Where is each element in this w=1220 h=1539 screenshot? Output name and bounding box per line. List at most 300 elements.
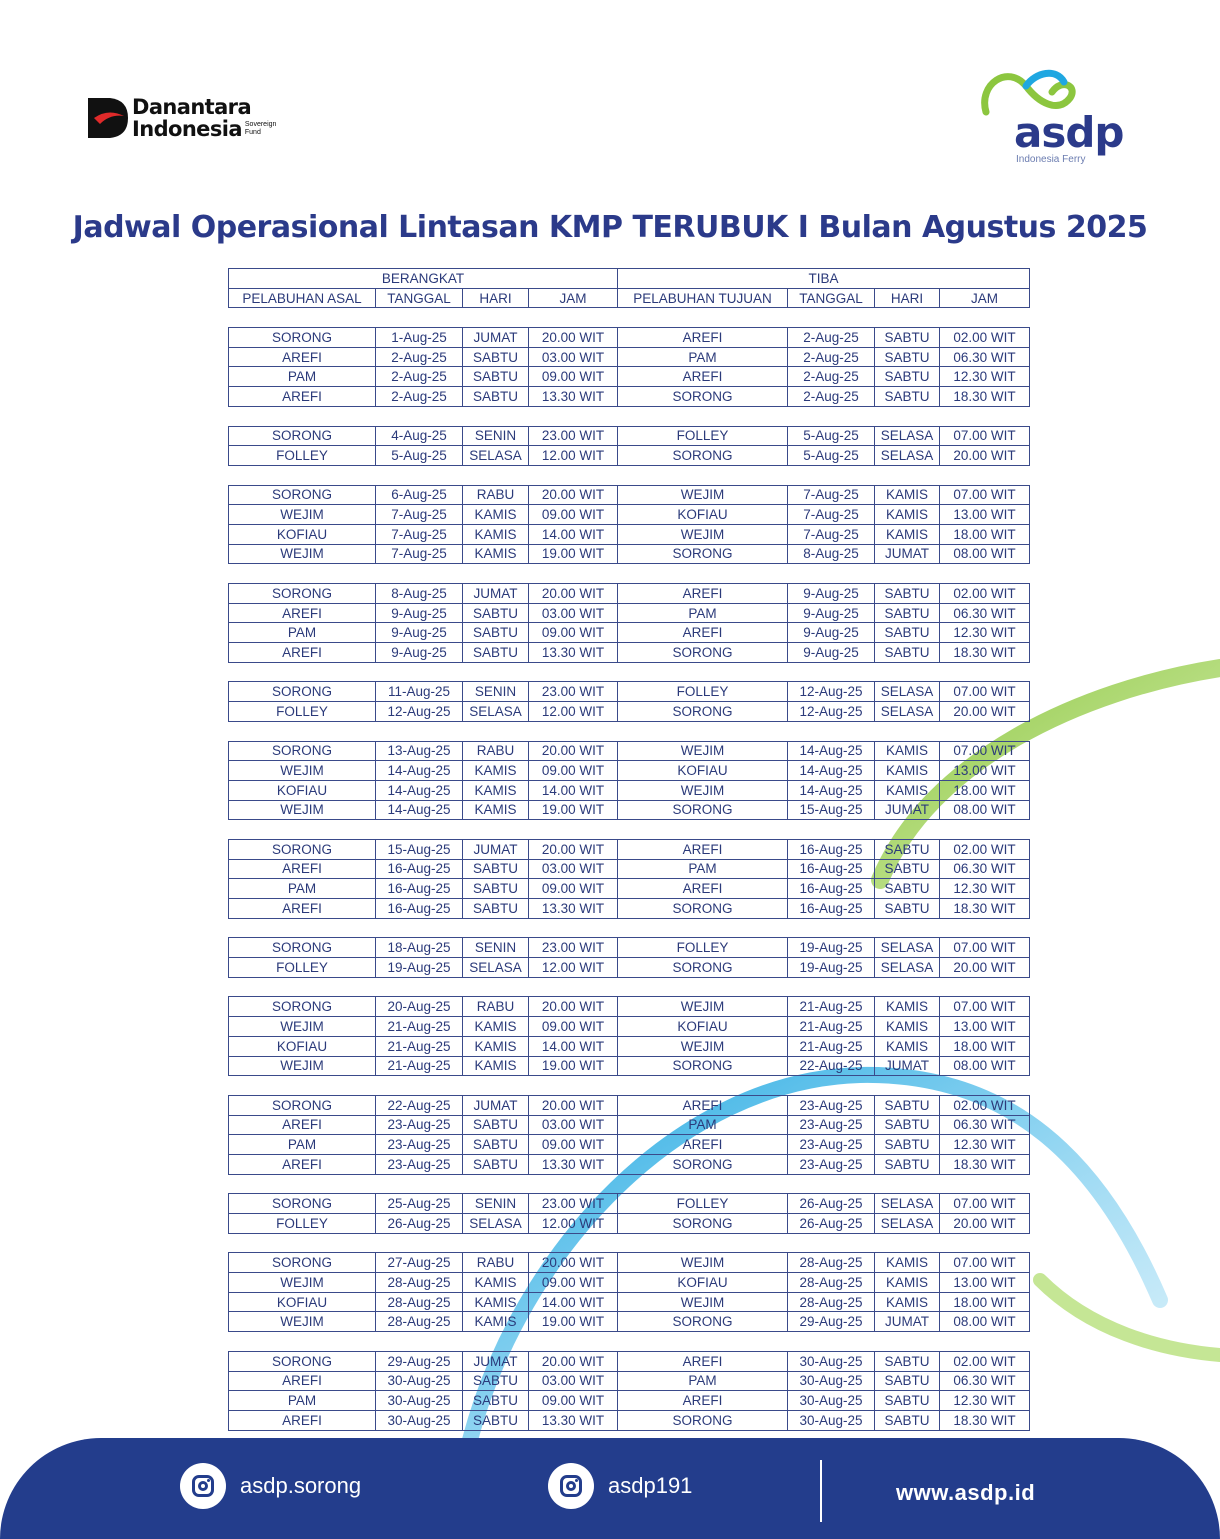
cell-tanggal-berangkat: 20-Aug-25: [376, 997, 463, 1017]
cell-hari-berangkat: KAMIS: [463, 1292, 529, 1312]
cell-jam-tiba: 07.00 WIT: [940, 682, 1030, 702]
cell-asal: SORONG: [229, 1095, 376, 1115]
cell-tanggal-tiba: 7-Aug-25: [788, 524, 875, 544]
table-row: [229, 899, 1030, 919]
cell-jam-berangkat: 12.00 WIT: [529, 702, 618, 722]
cell-hari-berangkat: RABU: [463, 997, 529, 1017]
cell-tanggal-tiba: 14-Aug-25: [788, 741, 875, 761]
cell-jam-tiba: 07.00 WIT: [940, 1253, 1030, 1273]
cell-tujuan: KOFIAU: [618, 505, 788, 525]
cell-asal: SORONG: [229, 1351, 376, 1371]
table-row: [229, 367, 1030, 387]
cell-jam-tiba: 12.30 WIT: [940, 367, 1030, 387]
cell-jam-tiba: 06.30 WIT: [940, 859, 1030, 879]
group-spacer: [229, 721, 1030, 741]
cell-hari-tiba: SABTU: [875, 584, 940, 604]
group-spacer-cell: [229, 721, 1030, 741]
cell-tanggal-berangkat: 4-Aug-25: [376, 426, 463, 446]
cell-tanggal-tiba: 26-Aug-25: [788, 1214, 875, 1234]
cell-tanggal-berangkat: 23-Aug-25: [376, 1115, 463, 1135]
cell-asal: SORONG: [229, 328, 376, 348]
cell-hari-tiba: SABTU: [875, 1135, 940, 1155]
cell-tanggal-tiba: 14-Aug-25: [788, 761, 875, 781]
col-header: PELABUHAN TUJUAN: [618, 288, 788, 308]
cell-tanggal-tiba: 21-Aug-25: [788, 1017, 875, 1037]
cell-tujuan: AREFI: [618, 1095, 788, 1115]
cell-jam-tiba: 06.30 WIT: [940, 603, 1030, 623]
cell-tanggal-tiba: 12-Aug-25: [788, 682, 875, 702]
cell-tujuan: WEJIM: [618, 485, 788, 505]
cell-tanggal-berangkat: 13-Aug-25: [376, 741, 463, 761]
cell-tanggal-tiba: 29-Aug-25: [788, 1312, 875, 1332]
cell-hari-berangkat: SABTU: [463, 603, 529, 623]
cell-jam-berangkat: 14.00 WIT: [529, 1292, 618, 1312]
cell-tujuan: SORONG: [618, 899, 788, 919]
cell-tanggal-tiba: 23-Aug-25: [788, 1135, 875, 1155]
cell-jam-tiba: 13.00 WIT: [940, 505, 1030, 525]
cell-tujuan: AREFI: [618, 879, 788, 899]
cell-jam-berangkat: 12.00 WIT: [529, 1214, 618, 1234]
cell-jam-tiba: 12.30 WIT: [940, 1391, 1030, 1411]
table-row: [229, 1253, 1030, 1273]
table-row: [229, 623, 1030, 643]
danantara-line2: Indonesia: [132, 117, 242, 141]
cell-jam-berangkat: 13.30 WIT: [529, 387, 618, 407]
instagram-link-sorong[interactable]: [180, 1463, 361, 1509]
cell-jam-berangkat: 09.00 WIT: [529, 367, 618, 387]
cell-tanggal-tiba: 16-Aug-25: [788, 859, 875, 879]
instagram-link-asdp191[interactable]: [548, 1463, 692, 1509]
cell-jam-tiba: 08.00 WIT: [940, 800, 1030, 820]
cell-asal: AREFI: [229, 603, 376, 623]
cell-hari-tiba: SELASA: [875, 958, 940, 978]
cell-tanggal-berangkat: 18-Aug-25: [376, 938, 463, 958]
cell-tanggal-tiba: 2-Aug-25: [788, 367, 875, 387]
table-row: [229, 603, 1030, 623]
table-row: [229, 938, 1030, 958]
cell-asal: WEJIM: [229, 1273, 376, 1293]
cell-tanggal-berangkat: 6-Aug-25: [376, 485, 463, 505]
cell-tanggal-tiba: 30-Aug-25: [788, 1371, 875, 1391]
cell-jam-tiba: 06.30 WIT: [940, 347, 1030, 367]
instagram-icon: [180, 1463, 226, 1509]
table-row: [229, 1095, 1030, 1115]
cell-asal: PAM: [229, 367, 376, 387]
cell-hari-tiba: SABTU: [875, 603, 940, 623]
table-row: [229, 1017, 1030, 1037]
cell-hari-tiba: KAMIS: [875, 1292, 940, 1312]
cell-tujuan: SORONG: [618, 387, 788, 407]
cell-hari-tiba: SABTU: [875, 899, 940, 919]
cell-asal: SORONG: [229, 485, 376, 505]
cell-hari-berangkat: JUMAT: [463, 1351, 529, 1371]
cell-tanggal-berangkat: 28-Aug-25: [376, 1273, 463, 1293]
group-spacer: [229, 820, 1030, 840]
cell-asal: WEJIM: [229, 505, 376, 525]
cell-jam-berangkat: 09.00 WIT: [529, 1135, 618, 1155]
cell-jam-tiba: 07.00 WIT: [940, 741, 1030, 761]
cell-tanggal-tiba: 23-Aug-25: [788, 1115, 875, 1135]
cell-tanggal-tiba: 7-Aug-25: [788, 485, 875, 505]
cell-hari-berangkat: SABTU: [463, 1135, 529, 1155]
cell-jam-tiba: 07.00 WIT: [940, 1194, 1030, 1214]
cell-jam-berangkat: 19.00 WIT: [529, 1056, 618, 1076]
table-row: [229, 1056, 1030, 1076]
cell-hari-berangkat: SENIN: [463, 682, 529, 702]
cell-tujuan: WEJIM: [618, 741, 788, 761]
cell-asal: PAM: [229, 623, 376, 643]
table-row: [229, 505, 1030, 525]
cell-jam-berangkat: 09.00 WIT: [529, 1017, 618, 1037]
cell-jam-tiba: 02.00 WIT: [940, 1351, 1030, 1371]
group-spacer: [229, 1076, 1030, 1096]
cell-tanggal-berangkat: 21-Aug-25: [376, 1036, 463, 1056]
cell-hari-tiba: SELASA: [875, 446, 940, 466]
cell-hari-tiba: KAMIS: [875, 524, 940, 544]
table-row: [229, 879, 1030, 899]
cell-jam-tiba: 13.00 WIT: [940, 1017, 1030, 1037]
asdp-brand: asdp: [1014, 108, 1124, 157]
website-link[interactable]: www.asdp.id: [896, 1480, 1036, 1505]
cell-asal: AREFI: [229, 859, 376, 879]
cell-tujuan: SORONG: [618, 1056, 788, 1076]
cell-tanggal-berangkat: 23-Aug-25: [376, 1135, 463, 1155]
table-row: [229, 347, 1030, 367]
cell-tujuan: AREFI: [618, 623, 788, 643]
cell-hari-tiba: SABTU: [875, 879, 940, 899]
cell-tujuan: WEJIM: [618, 780, 788, 800]
table-row: [229, 1154, 1030, 1174]
table-row: [229, 859, 1030, 879]
cell-tanggal-berangkat: 25-Aug-25: [376, 1194, 463, 1214]
group-spacer-cell: [229, 918, 1030, 938]
cell-jam-berangkat: 19.00 WIT: [529, 800, 618, 820]
cell-tujuan: WEJIM: [618, 1292, 788, 1312]
cell-asal: WEJIM: [229, 1056, 376, 1076]
cell-tanggal-tiba: 30-Aug-25: [788, 1351, 875, 1371]
cell-tanggal-berangkat: 9-Aug-25: [376, 643, 463, 663]
cell-tujuan: WEJIM: [618, 1036, 788, 1056]
footer-bar: [0, 1438, 1220, 1539]
cell-hari-tiba: SABTU: [875, 859, 940, 879]
cell-jam-tiba: 18.30 WIT: [940, 1410, 1030, 1430]
cell-jam-berangkat: 23.00 WIT: [529, 938, 618, 958]
cell-jam-tiba: 07.00 WIT: [940, 485, 1030, 505]
cell-tanggal-berangkat: 14-Aug-25: [376, 761, 463, 781]
table-row: [229, 426, 1030, 446]
cell-jam-tiba: 20.00 WIT: [940, 1214, 1030, 1234]
cell-tujuan: FOLLEY: [618, 1194, 788, 1214]
group-spacer-cell: [229, 662, 1030, 682]
cell-jam-tiba: 18.00 WIT: [940, 1036, 1030, 1056]
cell-asal: SORONG: [229, 997, 376, 1017]
cell-asal: AREFI: [229, 643, 376, 663]
cell-asal: AREFI: [229, 347, 376, 367]
cell-tujuan: PAM: [618, 859, 788, 879]
cell-hari-berangkat: KAMIS: [463, 1036, 529, 1056]
cell-hari-berangkat: SABTU: [463, 1410, 529, 1430]
cell-asal: FOLLEY: [229, 446, 376, 466]
cell-hari-berangkat: JUMAT: [463, 584, 529, 604]
cell-tanggal-tiba: 30-Aug-25: [788, 1391, 875, 1411]
cell-tanggal-tiba: 16-Aug-25: [788, 839, 875, 859]
cell-tujuan: SORONG: [618, 544, 788, 564]
cell-tujuan: SORONG: [618, 1312, 788, 1332]
cell-asal: AREFI: [229, 1410, 376, 1430]
header-tiba: TIBA: [618, 269, 1030, 289]
cell-hari-tiba: SELASA: [875, 702, 940, 722]
cell-hari-berangkat: SENIN: [463, 426, 529, 446]
cell-tanggal-tiba: 19-Aug-25: [788, 938, 875, 958]
cell-hari-berangkat: RABU: [463, 485, 529, 505]
cell-tanggal-berangkat: 12-Aug-25: [376, 702, 463, 722]
cell-tanggal-berangkat: 30-Aug-25: [376, 1391, 463, 1411]
cell-asal: WEJIM: [229, 1312, 376, 1332]
cell-jam-tiba: 02.00 WIT: [940, 328, 1030, 348]
cell-tanggal-tiba: 23-Aug-25: [788, 1154, 875, 1174]
cell-hari-tiba: SABTU: [875, 1115, 940, 1135]
cell-asal: PAM: [229, 1391, 376, 1411]
cell-jam-berangkat: 03.00 WIT: [529, 1371, 618, 1391]
group-spacer: [229, 918, 1030, 938]
cell-tujuan: SORONG: [618, 446, 788, 466]
cell-tanggal-tiba: 19-Aug-25: [788, 958, 875, 978]
cell-hari-tiba: SABTU: [875, 387, 940, 407]
cell-asal: AREFI: [229, 899, 376, 919]
cell-jam-tiba: 18.30 WIT: [940, 643, 1030, 663]
cell-tujuan: PAM: [618, 1115, 788, 1135]
cell-tujuan: AREFI: [618, 367, 788, 387]
cell-jam-berangkat: 03.00 WIT: [529, 1115, 618, 1135]
cell-tanggal-berangkat: 14-Aug-25: [376, 800, 463, 820]
table-row: [229, 702, 1030, 722]
table-row: [229, 584, 1030, 604]
col-header: TANGGAL: [788, 288, 875, 308]
cell-tujuan: PAM: [618, 347, 788, 367]
cell-asal: WEJIM: [229, 800, 376, 820]
cell-tanggal-berangkat: 5-Aug-25: [376, 446, 463, 466]
cell-hari-tiba: SABTU: [875, 1154, 940, 1174]
cell-tujuan: PAM: [618, 603, 788, 623]
cell-jam-berangkat: 14.00 WIT: [529, 780, 618, 800]
cell-hari-berangkat: KAMIS: [463, 505, 529, 525]
page-title: Jadwal Operasional Lintasan KMP TERUBUK I Bulan Agustus 2025: [72, 210, 1148, 245]
cell-hari-tiba: SABTU: [875, 1351, 940, 1371]
cell-asal: WEJIM: [229, 544, 376, 564]
cell-jam-tiba: 20.00 WIT: [940, 702, 1030, 722]
table-row: [229, 1312, 1030, 1332]
group-spacer: [229, 465, 1030, 485]
cell-tanggal-tiba: 2-Aug-25: [788, 387, 875, 407]
cell-tanggal-berangkat: 7-Aug-25: [376, 544, 463, 564]
cell-hari-tiba: KAMIS: [875, 997, 940, 1017]
cell-hari-berangkat: SABTU: [463, 367, 529, 387]
cell-hari-tiba: KAMIS: [875, 780, 940, 800]
cell-hari-tiba: KAMIS: [875, 1036, 940, 1056]
group-spacer-cell: [229, 820, 1030, 840]
cell-hari-berangkat: KAMIS: [463, 544, 529, 564]
cell-tanggal-tiba: 12-Aug-25: [788, 702, 875, 722]
cell-hari-berangkat: SABTU: [463, 899, 529, 919]
cell-hari-berangkat: KAMIS: [463, 1312, 529, 1332]
cell-asal: FOLLEY: [229, 1214, 376, 1234]
col-header: JAM: [940, 288, 1030, 308]
cell-jam-tiba: 12.30 WIT: [940, 879, 1030, 899]
cell-hari-berangkat: KAMIS: [463, 524, 529, 544]
group-spacer: [229, 308, 1030, 328]
cell-hari-tiba: SABTU: [875, 1410, 940, 1430]
table-row: [229, 997, 1030, 1017]
col-header: PELABUHAN ASAL: [229, 288, 376, 308]
table-row: [229, 1391, 1030, 1411]
cell-hari-berangkat: SABTU: [463, 643, 529, 663]
cell-jam-berangkat: 20.00 WIT: [529, 485, 618, 505]
cell-asal: SORONG: [229, 584, 376, 604]
cell-hari-tiba: SABTU: [875, 839, 940, 859]
cell-hari-berangkat: SABTU: [463, 347, 529, 367]
cell-tanggal-berangkat: 7-Aug-25: [376, 505, 463, 525]
cell-jam-tiba: 20.00 WIT: [940, 958, 1030, 978]
cell-hari-tiba: SELASA: [875, 1214, 940, 1234]
group-spacer-cell: [229, 308, 1030, 328]
table-row: [229, 1036, 1030, 1056]
cell-asal: WEJIM: [229, 1017, 376, 1037]
cell-hari-tiba: SABTU: [875, 328, 940, 348]
cell-hari-tiba: SABTU: [875, 367, 940, 387]
cell-jam-berangkat: 09.00 WIT: [529, 1391, 618, 1411]
table-row: [229, 1410, 1030, 1430]
cell-tujuan: FOLLEY: [618, 682, 788, 702]
cell-jam-tiba: 08.00 WIT: [940, 544, 1030, 564]
table-row: [229, 544, 1030, 564]
cell-tanggal-berangkat: 8-Aug-25: [376, 584, 463, 604]
cell-tanggal-tiba: 9-Aug-25: [788, 584, 875, 604]
cell-jam-tiba: 06.30 WIT: [940, 1371, 1030, 1391]
cell-tanggal-berangkat: 16-Aug-25: [376, 879, 463, 899]
cell-jam-berangkat: 03.00 WIT: [529, 859, 618, 879]
cell-tujuan: AREFI: [618, 1135, 788, 1155]
col-header: JAM: [529, 288, 618, 308]
group-spacer: [229, 406, 1030, 426]
cell-jam-tiba: 08.00 WIT: [940, 1312, 1030, 1332]
cell-jam-tiba: 13.00 WIT: [940, 1273, 1030, 1293]
cell-jam-berangkat: 13.30 WIT: [529, 899, 618, 919]
cell-jam-tiba: 13.00 WIT: [940, 761, 1030, 781]
cell-jam-tiba: 07.00 WIT: [940, 426, 1030, 446]
cell-hari-berangkat: SABTU: [463, 623, 529, 643]
cell-hari-tiba: SELASA: [875, 426, 940, 446]
cell-asal: SORONG: [229, 426, 376, 446]
cell-hari-berangkat: SABTU: [463, 1115, 529, 1135]
group-spacer-cell: [229, 465, 1030, 485]
cell-jam-tiba: 18.30 WIT: [940, 387, 1030, 407]
cell-hari-tiba: KAMIS: [875, 1017, 940, 1037]
cell-tujuan: WEJIM: [618, 997, 788, 1017]
cell-tanggal-berangkat: 28-Aug-25: [376, 1292, 463, 1312]
cell-tanggal-berangkat: 21-Aug-25: [376, 1056, 463, 1076]
cell-hari-berangkat: SABTU: [463, 1154, 529, 1174]
group-spacer: [229, 662, 1030, 682]
cell-hari-berangkat: RABU: [463, 741, 529, 761]
cell-hari-tiba: KAMIS: [875, 741, 940, 761]
schedule-table: [228, 268, 1030, 1431]
table-row: [229, 524, 1030, 544]
cell-jam-berangkat: 14.00 WIT: [529, 524, 618, 544]
cell-hari-tiba: SABTU: [875, 1371, 940, 1391]
cell-jam-tiba: 08.00 WIT: [940, 1056, 1030, 1076]
cell-hari-berangkat: SABTU: [463, 859, 529, 879]
cell-jam-berangkat: 13.30 WIT: [529, 643, 618, 663]
cell-asal: KOFIAU: [229, 524, 376, 544]
col-header: HARI: [875, 288, 940, 308]
cell-jam-tiba: 02.00 WIT: [940, 839, 1030, 859]
cell-hari-tiba: JUMAT: [875, 800, 940, 820]
cell-tujuan: KOFIAU: [618, 1273, 788, 1293]
table-row: [229, 741, 1030, 761]
cell-jam-tiba: 20.00 WIT: [940, 446, 1030, 466]
cell-hari-tiba: SELASA: [875, 1194, 940, 1214]
cell-hari-tiba: KAMIS: [875, 1273, 940, 1293]
cell-tanggal-tiba: 16-Aug-25: [788, 879, 875, 899]
cell-jam-berangkat: 13.30 WIT: [529, 1410, 618, 1430]
cell-hari-tiba: SABTU: [875, 1391, 940, 1411]
cell-jam-berangkat: 20.00 WIT: [529, 584, 618, 604]
cell-tanggal-tiba: 21-Aug-25: [788, 1036, 875, 1056]
cell-tanggal-berangkat: 2-Aug-25: [376, 367, 463, 387]
cell-tujuan: KOFIAU: [618, 1017, 788, 1037]
table-row: [229, 1371, 1030, 1391]
group-spacer-cell: [229, 406, 1030, 426]
group-spacer-cell: [229, 1233, 1030, 1253]
cell-tanggal-tiba: 21-Aug-25: [788, 997, 875, 1017]
table-row: [229, 958, 1030, 978]
table-row: [229, 1214, 1030, 1234]
cell-asal: AREFI: [229, 1371, 376, 1391]
cell-tanggal-berangkat: 9-Aug-25: [376, 623, 463, 643]
cell-tanggal-berangkat: 16-Aug-25: [376, 859, 463, 879]
cell-tujuan: FOLLEY: [618, 426, 788, 446]
cell-hari-berangkat: KAMIS: [463, 780, 529, 800]
cell-jam-berangkat: 20.00 WIT: [529, 328, 618, 348]
table-row: [229, 328, 1030, 348]
col-header: HARI: [463, 288, 529, 308]
cell-asal: KOFIAU: [229, 1292, 376, 1312]
cell-tanggal-berangkat: 2-Aug-25: [376, 387, 463, 407]
cell-hari-berangkat: SENIN: [463, 938, 529, 958]
cell-hari-tiba: KAMIS: [875, 505, 940, 525]
cell-jam-tiba: 18.30 WIT: [940, 1154, 1030, 1174]
cell-hari-berangkat: SENIN: [463, 1194, 529, 1214]
cell-hari-tiba: SABTU: [875, 1095, 940, 1115]
cell-tanggal-berangkat: 29-Aug-25: [376, 1351, 463, 1371]
cell-asal: SORONG: [229, 839, 376, 859]
cell-tanggal-berangkat: 23-Aug-25: [376, 1154, 463, 1174]
cell-tanggal-berangkat: 2-Aug-25: [376, 347, 463, 367]
cell-hari-berangkat: JUMAT: [463, 328, 529, 348]
cell-asal: FOLLEY: [229, 958, 376, 978]
green-swoosh-lower: [1040, 1280, 1220, 1355]
cell-jam-berangkat: 23.00 WIT: [529, 682, 618, 702]
cell-tanggal-tiba: 28-Aug-25: [788, 1253, 875, 1273]
cell-hari-berangkat: SABTU: [463, 1371, 529, 1391]
cell-asal: SORONG: [229, 682, 376, 702]
cell-asal: AREFI: [229, 1115, 376, 1135]
cell-tujuan: AREFI: [618, 1351, 788, 1371]
group-spacer: [229, 1233, 1030, 1253]
cell-asal: WEJIM: [229, 761, 376, 781]
cell-jam-berangkat: 23.00 WIT: [529, 426, 618, 446]
cell-jam-berangkat: 03.00 WIT: [529, 347, 618, 367]
